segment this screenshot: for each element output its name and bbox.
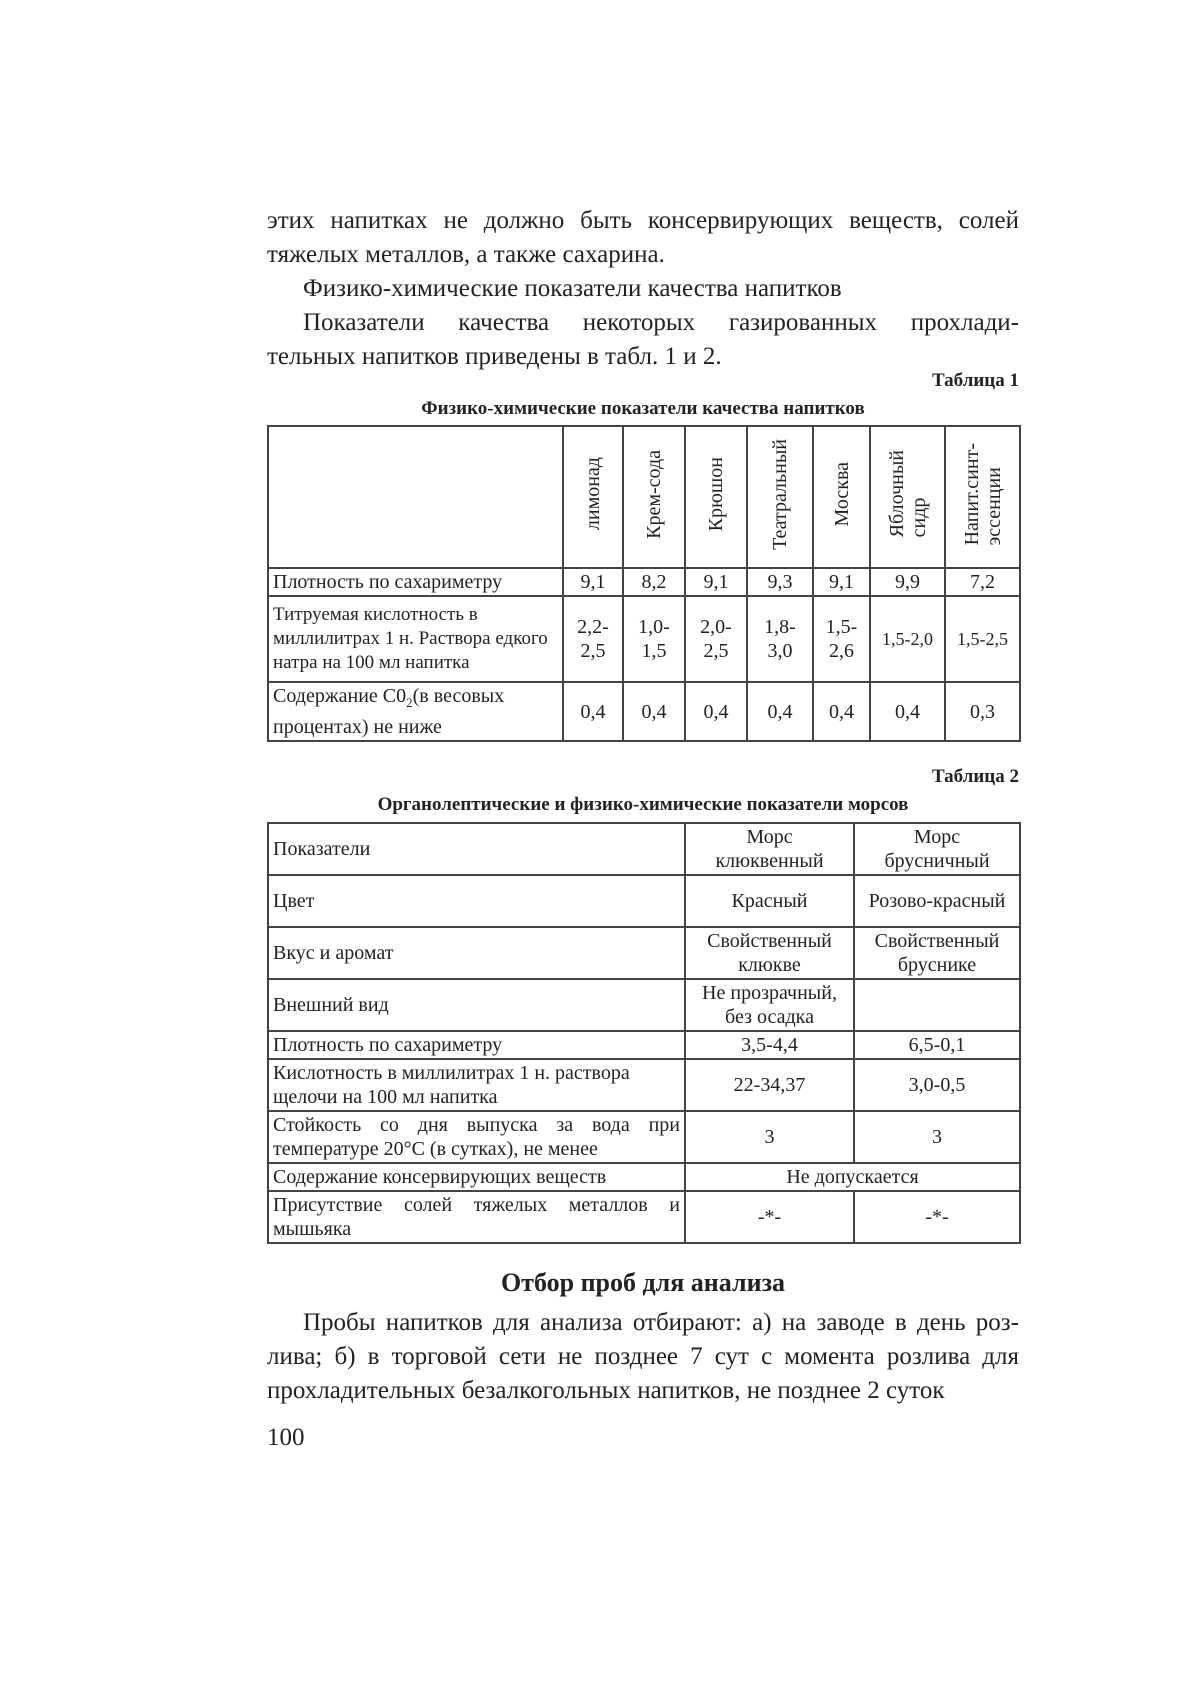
- table-cell: 0,4: [870, 682, 945, 741]
- table-cell: 9,1: [563, 568, 623, 596]
- table-row: [268, 1111, 1020, 1163]
- table-cell: Свойственный клюкве: [685, 927, 854, 979]
- table-cell: Не прозрачный, без осадка: [685, 979, 854, 1031]
- table-cell: Свойственный бруснике: [854, 927, 1020, 979]
- table1-col-header: Напит.синт- эссенции: [945, 426, 1020, 568]
- table1-title: Физико-химические показатели качества напитков: [421, 398, 865, 419]
- final-line-1: Пробы напитков для анализа отбирают: а) на заводе в день роз-: [303, 1309, 1019, 1336]
- table-cell: 1,8- 3,0: [747, 596, 813, 682]
- table-cell: Красный: [685, 875, 854, 927]
- table1: [267, 425, 1021, 742]
- table2-title: Органолептические и физико-химические показатели морсов: [377, 794, 909, 815]
- table2-header-row: [268, 823, 1020, 875]
- table-cell: [854, 979, 1020, 1031]
- table-cell: 1,5- 2,6: [813, 596, 870, 682]
- table-cell: 0,4: [813, 682, 870, 741]
- table-cell: 0,3: [945, 682, 1020, 741]
- table-cell: 3,5-4,4: [685, 1031, 854, 1059]
- row-label: Вкус и аромат: [268, 927, 685, 979]
- table-cell: 3: [685, 1111, 854, 1163]
- page-number: 100: [267, 1424, 305, 1451]
- table-row: [268, 1163, 1020, 1191]
- table1-col-header: Крюшон: [685, 426, 747, 568]
- table1-col-header: Яблочный сидр: [870, 426, 945, 568]
- table-cell: 0,4: [563, 682, 623, 741]
- table-cell: 22-34,37: [685, 1059, 854, 1111]
- para2-line-2: тельных напитков приведены в табл. 1 и 2.: [267, 343, 722, 370]
- table-cell: 6,5-0,1: [854, 1031, 1020, 1059]
- table-cell: 0,4: [623, 682, 685, 741]
- table1-col-header: лимонад: [563, 426, 623, 568]
- table-row: [268, 1031, 1020, 1059]
- table-cell: 0,4: [747, 682, 813, 741]
- row-label: Кислотность в миллилитрах 1 н. раствора щелочи на 100 мл напитка: [268, 1059, 685, 1111]
- intro-line-1: этих напитках не должно быть консервирующих веществ, солей: [267, 207, 1019, 234]
- table1-col-header: Крем-сода: [623, 426, 685, 568]
- table-cell: 2,0- 2,5: [685, 596, 747, 682]
- table-cell: 1,5-2,0: [870, 596, 945, 682]
- intro-line-2: тяжелых металлов, а также сахарина.: [267, 241, 665, 268]
- table1-header-row: [268, 426, 1020, 568]
- table1-corner-cell: [268, 426, 563, 568]
- table-row: [268, 1059, 1020, 1111]
- table-row: [268, 1191, 1020, 1243]
- table-row: [268, 875, 1020, 927]
- table2-header-cell: Морс клюквенный: [685, 823, 854, 875]
- table2: [267, 822, 1021, 1244]
- row-label: Содержание консервирующих веществ: [268, 1163, 685, 1191]
- table-cell: 3: [854, 1111, 1020, 1163]
- table-cell: -*-: [854, 1191, 1020, 1243]
- table-cell: -*-: [685, 1191, 854, 1243]
- table-cell: 7,2: [945, 568, 1020, 596]
- table-cell: 9,3: [747, 568, 813, 596]
- table-cell: 9,1: [685, 568, 747, 596]
- final-line-2: лива; б) в торговой сети не позднее 7 сут с момента розлива для: [267, 1343, 1019, 1370]
- row-label: Титруемая кислотность в миллилитрах 1 н. Раствора едкого натра на 100 мл напитка: [268, 596, 563, 682]
- row-label: Внешний вид: [268, 979, 685, 1031]
- table-row: [268, 682, 1020, 741]
- table-cell: 1,0- 1,5: [623, 596, 685, 682]
- table1-col-header: Театральный: [747, 426, 813, 568]
- table-cell: 3,0-0,5: [854, 1059, 1020, 1111]
- table-cell: 2,2- 2,5: [563, 596, 623, 682]
- table-cell: 1,5-2,5: [945, 596, 1020, 682]
- table-row: [268, 596, 1020, 682]
- row-label: Плотность по сахариметру: [268, 568, 563, 596]
- table-cell: 8,2: [623, 568, 685, 596]
- table-row: [268, 979, 1020, 1031]
- table-cell: 0,4: [685, 682, 747, 741]
- table1-label: Таблица 1: [931, 370, 1019, 391]
- row-label: Присутствие солей тяжелых металлов и мышьяка: [268, 1191, 685, 1243]
- table1-col-header: Москва: [813, 426, 870, 568]
- row-label: Плотность по сахариметру: [268, 1031, 685, 1059]
- section-heading: Отбор проб для анализа: [500, 1268, 786, 1297]
- row-label: Цвет: [268, 875, 685, 927]
- table-row: [268, 927, 1020, 979]
- table-row: [268, 568, 1020, 596]
- table2-label: Таблица 2: [931, 766, 1019, 787]
- row-label: Стойкость со дня выпуска за вода при температуре 20°С (в сутках), не менее: [268, 1111, 685, 1163]
- para2-line-1: Показатели качества некоторых газированных прохлади-: [303, 309, 1019, 336]
- subtitle: Физико-химические показатели качества напитков: [303, 275, 842, 302]
- row-label: Содержание $С0_2(в$ весовых процентах) не ниже: [268, 682, 563, 741]
- final-line-3: прохладительных безалкогольных напитков, не позднее 2 суток: [267, 1377, 945, 1404]
- table-cell: Не допускается: [685, 1163, 1020, 1191]
- table-cell: 9,1: [813, 568, 870, 596]
- table2-header-cell: Показатели: [268, 823, 685, 875]
- table-cell: Розово-красный: [854, 875, 1020, 927]
- table2-header-cell: Морс брусничный: [854, 823, 1020, 875]
- table-cell: 9,9: [870, 568, 945, 596]
